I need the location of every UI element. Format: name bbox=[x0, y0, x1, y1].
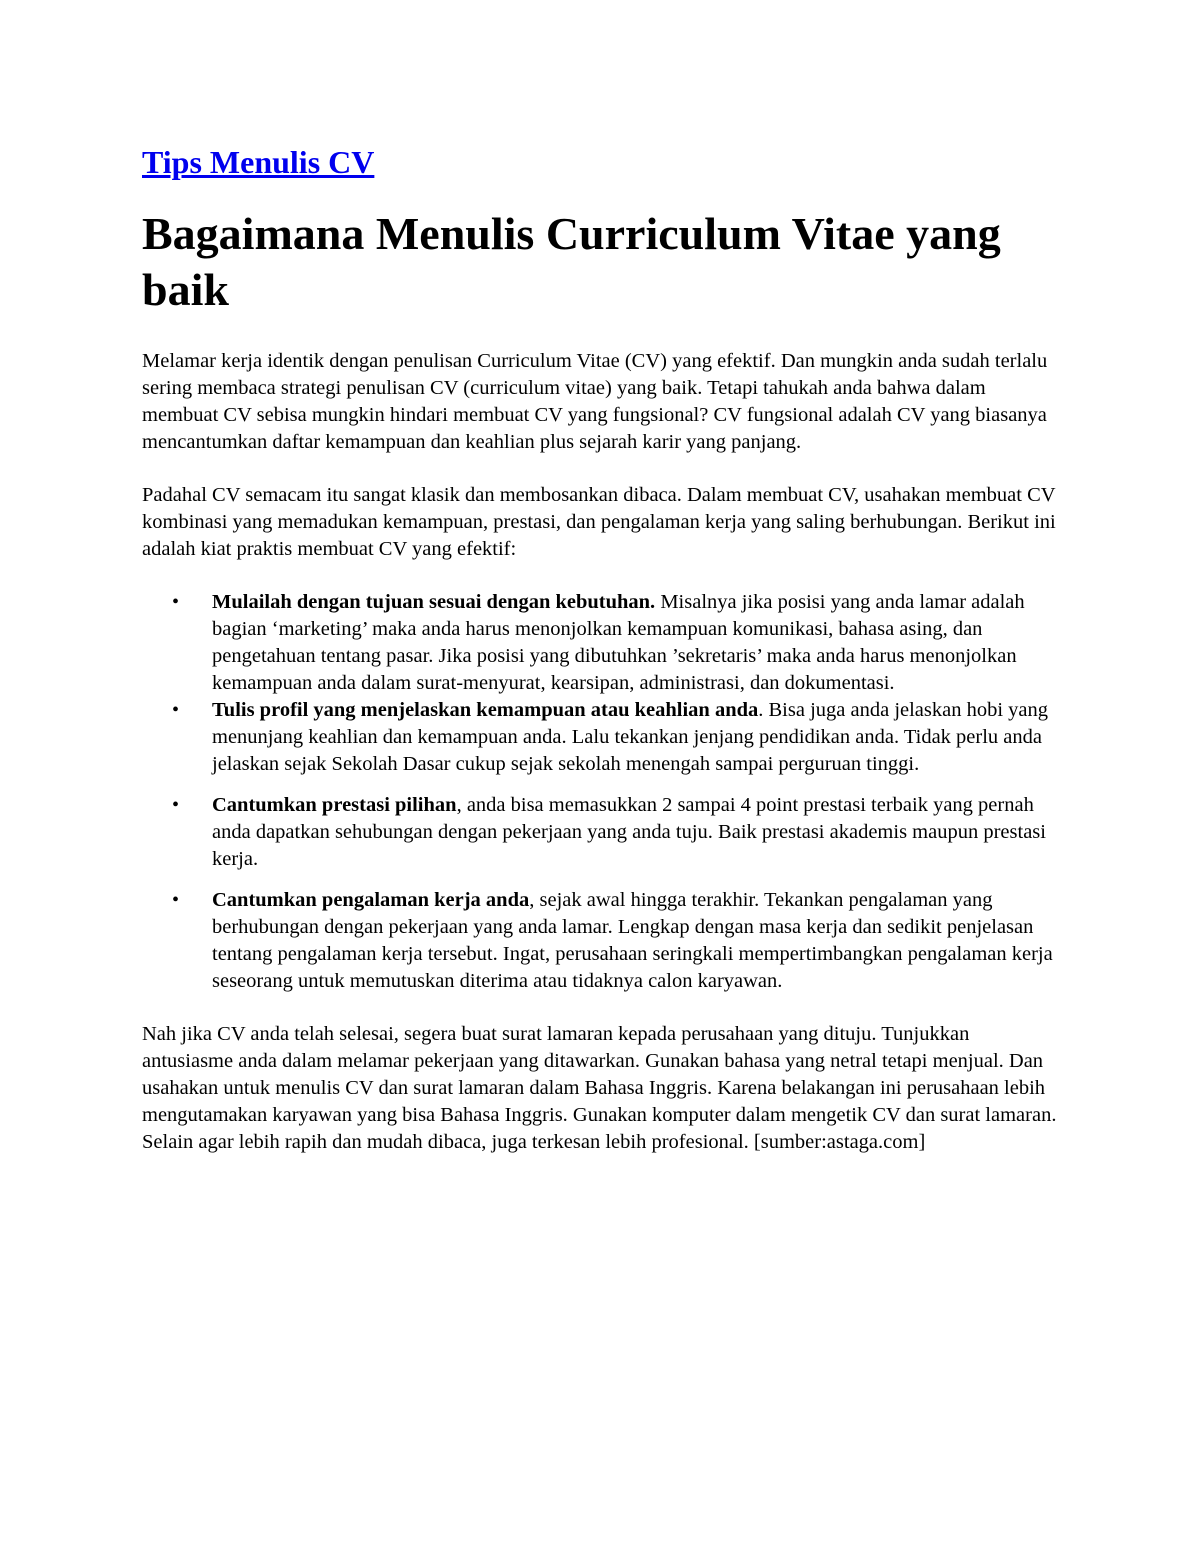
title-link[interactable]: Tips Menulis CV bbox=[142, 144, 375, 180]
tip-heading: Cantumkan pengalaman kerja anda bbox=[212, 889, 530, 911]
page-heading: Bagaimana Menulis Curriculum Vitae yang baik bbox=[142, 208, 1001, 315]
tips-list bbox=[142, 589, 1062, 995]
document-content bbox=[142, 140, 1062, 1156]
tip-heading: Cantumkan prestasi pilihan bbox=[212, 794, 457, 816]
tip-text: , sejak awal hingga terakhir. Tekankan pengalaman yang berhubungan dengan pekerjaan yang anda lamar. Lengkap dengan masa kerja dan sedikit penjelasan tentang pengalaman kerja tersebut. Ingat, perusahaan seringkali mempertimbangkan pengalaman kerja seseorang untuk memutuskan diterima atau tidaknya calon karyawan. bbox=[212, 889, 1053, 992]
bullet-icon: • bbox=[172, 699, 180, 721]
bullet-icon: • bbox=[172, 794, 180, 816]
tip-text: Misalnya jika posisi yang anda lamar adalah bagian ‘marketing’ maka anda harus menonjolkan kemampuan komunikasi, bahasa asing, dan pengetahuan tentang pasar. Jika posisi yang dibutuhkan ’sekretaris’ maka anda harus menonjolkan kemampuan anda dalam surat-menyurat, kearsipan, administrasi, dan dokumentasi. bbox=[212, 591, 1025, 694]
closing-paragraph: Nah jika CV anda telah selesai, segera buat surat lamaran kepada perusahaan yang dituju. Tunjukkan antusiasme anda dalam melamar pekerjaan yang ditawarkan. Gunakan bahasa yang netral tetapi menjual. Dan usahakan untuk menulis CV dan surat lamaran dalam Bahasa Inggris. Karena belakangan ini perusahaan lebih mengutamakan karyawan yang bisa Bahasa Inggris. Gunakan komputer dalam mengetik CV dan surat lamaran. Selain agar lebih rapih dan mudah dibaca, juga terkesan lebih profesional. [sumber:astaga.com] bbox=[142, 1023, 1057, 1153]
list-item bbox=[142, 792, 1062, 873]
list-item bbox=[142, 589, 1062, 697]
tip-heading: Mulailah dengan tujuan sesuai dengan kebutuhan. bbox=[212, 591, 656, 613]
tip-text: . Bisa juga anda jelaskan hobi yang menunjang keahlian dan kemampuan anda. Lalu tekankan jenjang pendidikan anda. Tidak perlu anda jelaskan sejak Sekolah Dasar cukup sejak sekolah menengah sampai perguruan tinggi. bbox=[212, 699, 1049, 775]
intro-paragraph: Melamar kerja identik dengan penulisan Curriculum Vitae (CV) yang efektif. Dan mungkin anda sudah terlalu sering membaca strategi penulisan CV (curriculum vitae) yang baik. Tetapi tahukah anda bahwa dalam membuat CV sebisa mungkin hindari membuat CV yang fungsional? CV fungsional adalah CV yang biasanya mencantumkan daftar kemampuan dan keahlian plus sejarah karir yang panjang. bbox=[142, 350, 1048, 453]
second-paragraph: Padahal CV semacam itu sangat klasik dan membosankan dibaca. Dalam membuat CV, usahakan membuat CV kombinasi yang memadukan kemampuan, prestasi, dan pengalaman kerja yang saling berhubungan. Berikut ini adalah kiat praktis membuat CV yang efektif: bbox=[142, 484, 1056, 560]
tip-heading: Tulis profil yang menjelaskan kemampuan atau keahlian anda bbox=[212, 699, 759, 721]
bullet-icon: • bbox=[172, 591, 180, 613]
tip-text: , anda bisa memasukkan 2 sampai 4 point prestasi terbaik yang pernah anda dapatkan sehubungan dengan pekerjaan yang anda tuju. Baik prestasi akademis maupun prestasi kerja. bbox=[212, 794, 1046, 870]
bullet-icon: • bbox=[172, 889, 180, 911]
list-item bbox=[142, 697, 1062, 778]
list-item bbox=[142, 887, 1062, 995]
